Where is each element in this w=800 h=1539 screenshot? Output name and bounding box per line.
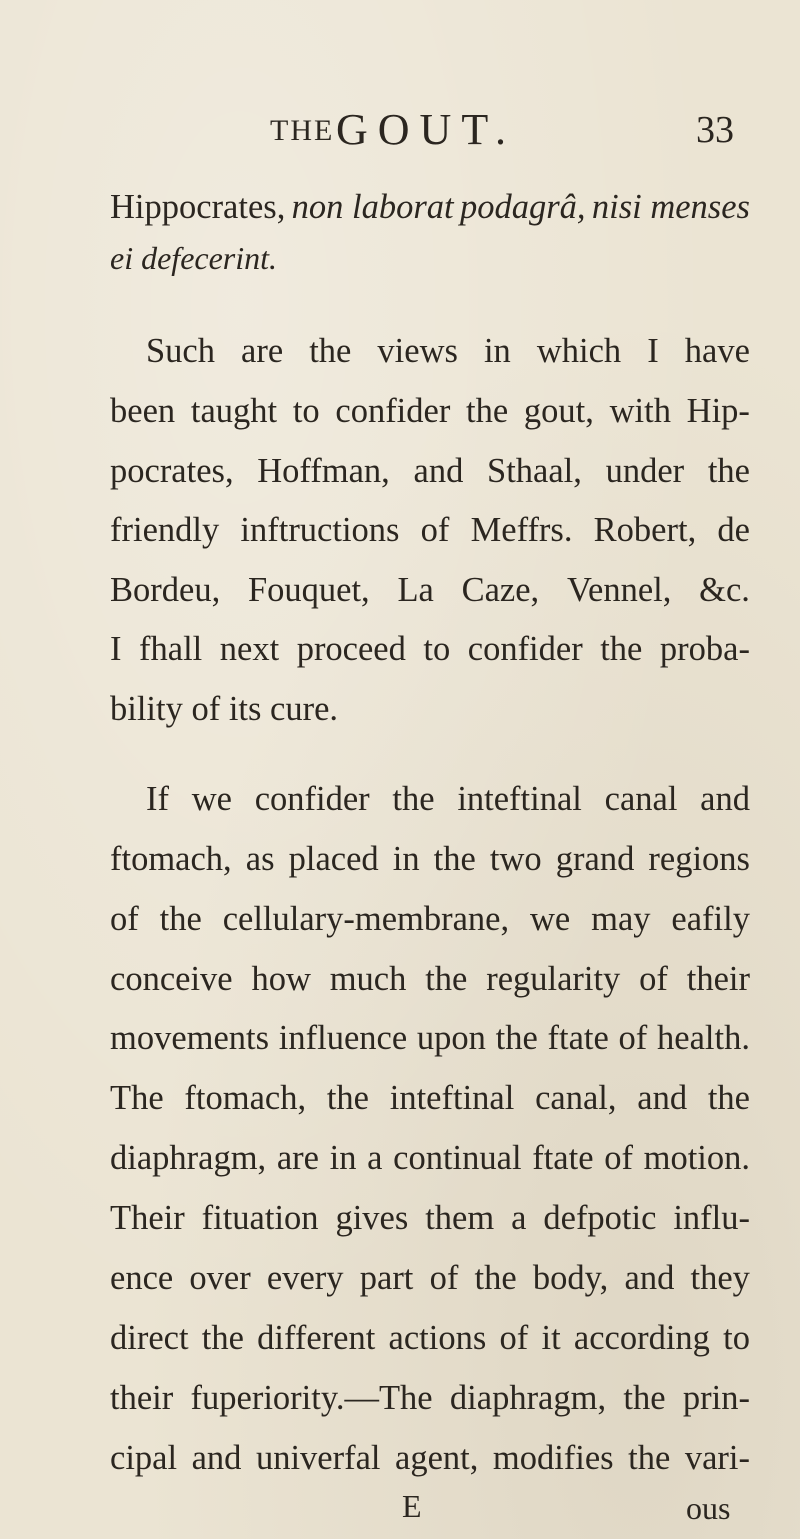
word: gout, bbox=[523, 392, 594, 430]
word: grand bbox=[555, 840, 635, 878]
signature-mark: E bbox=[402, 1488, 422, 1524]
paragraph-1-line-2 bbox=[110, 394, 750, 429]
word: we bbox=[191, 780, 232, 818]
paragraph-2-line-3 bbox=[110, 902, 750, 937]
quote-line-2: ei defecerint. bbox=[110, 240, 278, 276]
word: of bbox=[604, 1139, 633, 1177]
word: to bbox=[292, 392, 320, 430]
word: it bbox=[541, 1319, 561, 1357]
word: every bbox=[266, 1259, 344, 1297]
word: Meffrs. bbox=[470, 511, 573, 549]
word: may bbox=[591, 900, 651, 938]
word: been bbox=[110, 392, 176, 430]
paragraph-1-line-1 bbox=[146, 334, 750, 369]
word: are bbox=[276, 1139, 319, 1177]
word: canal bbox=[604, 780, 678, 818]
word: and bbox=[700, 780, 750, 818]
word: Such bbox=[146, 332, 215, 370]
paragraph-2-line-11 bbox=[110, 1381, 750, 1416]
word: Their bbox=[110, 1199, 185, 1237]
word: confider bbox=[335, 392, 451, 430]
word: to bbox=[423, 630, 451, 668]
word: Caze, bbox=[461, 571, 540, 609]
page-number: 33 bbox=[696, 109, 734, 151]
word: I bbox=[110, 630, 122, 668]
word: friendly bbox=[110, 511, 220, 549]
word: The bbox=[110, 1079, 164, 1117]
word: cipal bbox=[110, 1439, 178, 1477]
quote-line-1 bbox=[110, 190, 750, 225]
word: Fouquet, bbox=[247, 571, 370, 609]
word: Bordeu, bbox=[110, 571, 221, 609]
word: two bbox=[489, 840, 542, 878]
word: views bbox=[377, 332, 458, 370]
word: and bbox=[413, 452, 464, 490]
paragraph-1-line-3 bbox=[110, 454, 750, 489]
word: which bbox=[536, 332, 622, 370]
page-footer bbox=[0, 1488, 800, 1528]
word: and bbox=[624, 1259, 675, 1297]
word: their bbox=[686, 960, 750, 998]
word: confider bbox=[467, 630, 583, 668]
word: regularity bbox=[486, 960, 621, 998]
word: direct bbox=[110, 1319, 189, 1357]
quote-word: podagrâ, bbox=[459, 188, 586, 226]
word: I bbox=[647, 332, 659, 370]
word: the bbox=[623, 1379, 666, 1417]
word: the bbox=[707, 452, 750, 490]
word: a bbox=[511, 1199, 527, 1237]
word: fhall bbox=[139, 630, 203, 668]
word: If bbox=[146, 780, 169, 818]
word: the bbox=[628, 1439, 671, 1477]
quote-word: non laborat bbox=[291, 188, 454, 226]
word: of bbox=[110, 900, 139, 938]
word: influ- bbox=[673, 1199, 750, 1237]
paragraph-2-line-5 bbox=[110, 1021, 750, 1056]
word: vari- bbox=[684, 1439, 750, 1477]
word: and bbox=[191, 1439, 242, 1477]
paragraph-2-line-10 bbox=[110, 1321, 750, 1356]
word: of bbox=[618, 1019, 648, 1057]
word: diaphragm, bbox=[449, 1379, 607, 1417]
paragraph-1-line-7: bility of its cure. bbox=[110, 690, 339, 728]
word: the bbox=[201, 1319, 244, 1357]
word: under bbox=[605, 452, 685, 490]
word: inteftinal bbox=[389, 1079, 515, 1117]
paragraph-1-line-5 bbox=[110, 573, 750, 608]
word: confider bbox=[254, 780, 370, 818]
word: them bbox=[425, 1199, 495, 1237]
word: of bbox=[639, 960, 668, 998]
word: Vennel, bbox=[566, 571, 672, 609]
word: fuperiority.—The bbox=[190, 1379, 433, 1417]
word: Hoffman, bbox=[257, 452, 390, 490]
word: univerfal bbox=[255, 1439, 381, 1477]
paragraph-2-line-7 bbox=[110, 1141, 750, 1176]
word: La bbox=[397, 571, 434, 609]
word: the bbox=[474, 1259, 517, 1297]
paragraph-2-line-9 bbox=[110, 1261, 750, 1296]
word: we bbox=[529, 900, 571, 938]
word: proceed bbox=[296, 630, 406, 668]
word: cellulary-membrane, bbox=[222, 900, 510, 938]
word: over bbox=[189, 1259, 251, 1297]
word: canal, bbox=[535, 1079, 617, 1117]
word: different bbox=[257, 1319, 376, 1357]
paragraph-1-line-6 bbox=[110, 632, 750, 667]
word: health. bbox=[657, 1019, 750, 1057]
word: placed bbox=[288, 840, 379, 878]
word: the bbox=[495, 1019, 538, 1057]
word: eafily bbox=[671, 900, 750, 938]
word: have bbox=[684, 332, 750, 370]
word: de bbox=[717, 511, 750, 549]
word: ftate bbox=[547, 1019, 609, 1057]
word: modifies bbox=[492, 1439, 614, 1477]
word: the bbox=[392, 780, 435, 818]
word: actions bbox=[388, 1319, 487, 1357]
word: part bbox=[359, 1259, 414, 1297]
word: continual bbox=[393, 1139, 522, 1177]
word: influence bbox=[278, 1019, 408, 1057]
word: fituation bbox=[201, 1199, 319, 1237]
word: Sthaal, bbox=[487, 452, 582, 490]
word: they bbox=[690, 1259, 750, 1297]
word: diaphragm, bbox=[110, 1139, 267, 1177]
word: prin- bbox=[682, 1379, 750, 1417]
word: the bbox=[433, 840, 476, 878]
word: of bbox=[499, 1319, 529, 1357]
word: the bbox=[159, 900, 202, 938]
word: body, bbox=[532, 1259, 609, 1297]
word: movements bbox=[110, 1019, 270, 1057]
word: gives bbox=[335, 1199, 409, 1237]
word: the bbox=[326, 1079, 369, 1117]
word: motion. bbox=[643, 1139, 750, 1177]
paragraph-2-line-8 bbox=[110, 1201, 750, 1236]
word: ftomach, bbox=[184, 1079, 307, 1117]
word: in bbox=[329, 1139, 357, 1177]
word: defpotic bbox=[543, 1199, 657, 1237]
word: next bbox=[219, 630, 280, 668]
word: conceive bbox=[110, 960, 233, 998]
word: the bbox=[466, 392, 509, 430]
word: in bbox=[392, 840, 420, 878]
quote-word: nisi menses bbox=[591, 188, 750, 226]
word: ftate bbox=[532, 1139, 594, 1177]
word: proba- bbox=[659, 630, 750, 668]
word: Robert, bbox=[593, 511, 697, 549]
paragraph-1-line-4 bbox=[110, 513, 750, 548]
word: as bbox=[245, 840, 275, 878]
word: according bbox=[573, 1319, 710, 1357]
word: ence bbox=[110, 1259, 174, 1297]
quote-word: Hippocrates, bbox=[110, 188, 286, 226]
word: &c. bbox=[699, 571, 750, 609]
word: ftomach, bbox=[110, 840, 232, 878]
word: how bbox=[251, 960, 311, 998]
word: pocrates, bbox=[110, 452, 234, 490]
paragraph-2-line-2 bbox=[110, 842, 750, 877]
word: and bbox=[637, 1079, 688, 1117]
catchword: ous bbox=[686, 1490, 731, 1526]
word: regions bbox=[648, 840, 750, 878]
word: the bbox=[309, 332, 352, 370]
word: with bbox=[609, 392, 671, 430]
word: the bbox=[425, 960, 468, 998]
paragraph-2-line-1 bbox=[146, 782, 750, 817]
word: of bbox=[420, 511, 450, 549]
word: their bbox=[110, 1379, 174, 1417]
paragraph-2-line-4 bbox=[110, 962, 750, 997]
word: are bbox=[241, 332, 284, 370]
word: Hip- bbox=[686, 392, 750, 430]
word: the bbox=[600, 630, 643, 668]
word: a bbox=[367, 1139, 383, 1177]
word: the bbox=[707, 1079, 750, 1117]
paragraph-2-line-6 bbox=[110, 1081, 750, 1116]
word: inteftinal bbox=[457, 780, 582, 818]
word: taught bbox=[190, 392, 278, 430]
running-head bbox=[0, 104, 800, 164]
word: much bbox=[329, 960, 407, 998]
word: agent, bbox=[395, 1439, 479, 1477]
word: to bbox=[723, 1319, 750, 1357]
word: of bbox=[429, 1259, 459, 1297]
running-head-title: GOUT. bbox=[336, 105, 516, 154]
word: upon bbox=[416, 1019, 486, 1057]
word: in bbox=[483, 332, 511, 370]
paragraph-2-line-12 bbox=[110, 1441, 750, 1476]
running-head-article: THE bbox=[270, 114, 335, 147]
word: inftructions bbox=[240, 511, 400, 549]
